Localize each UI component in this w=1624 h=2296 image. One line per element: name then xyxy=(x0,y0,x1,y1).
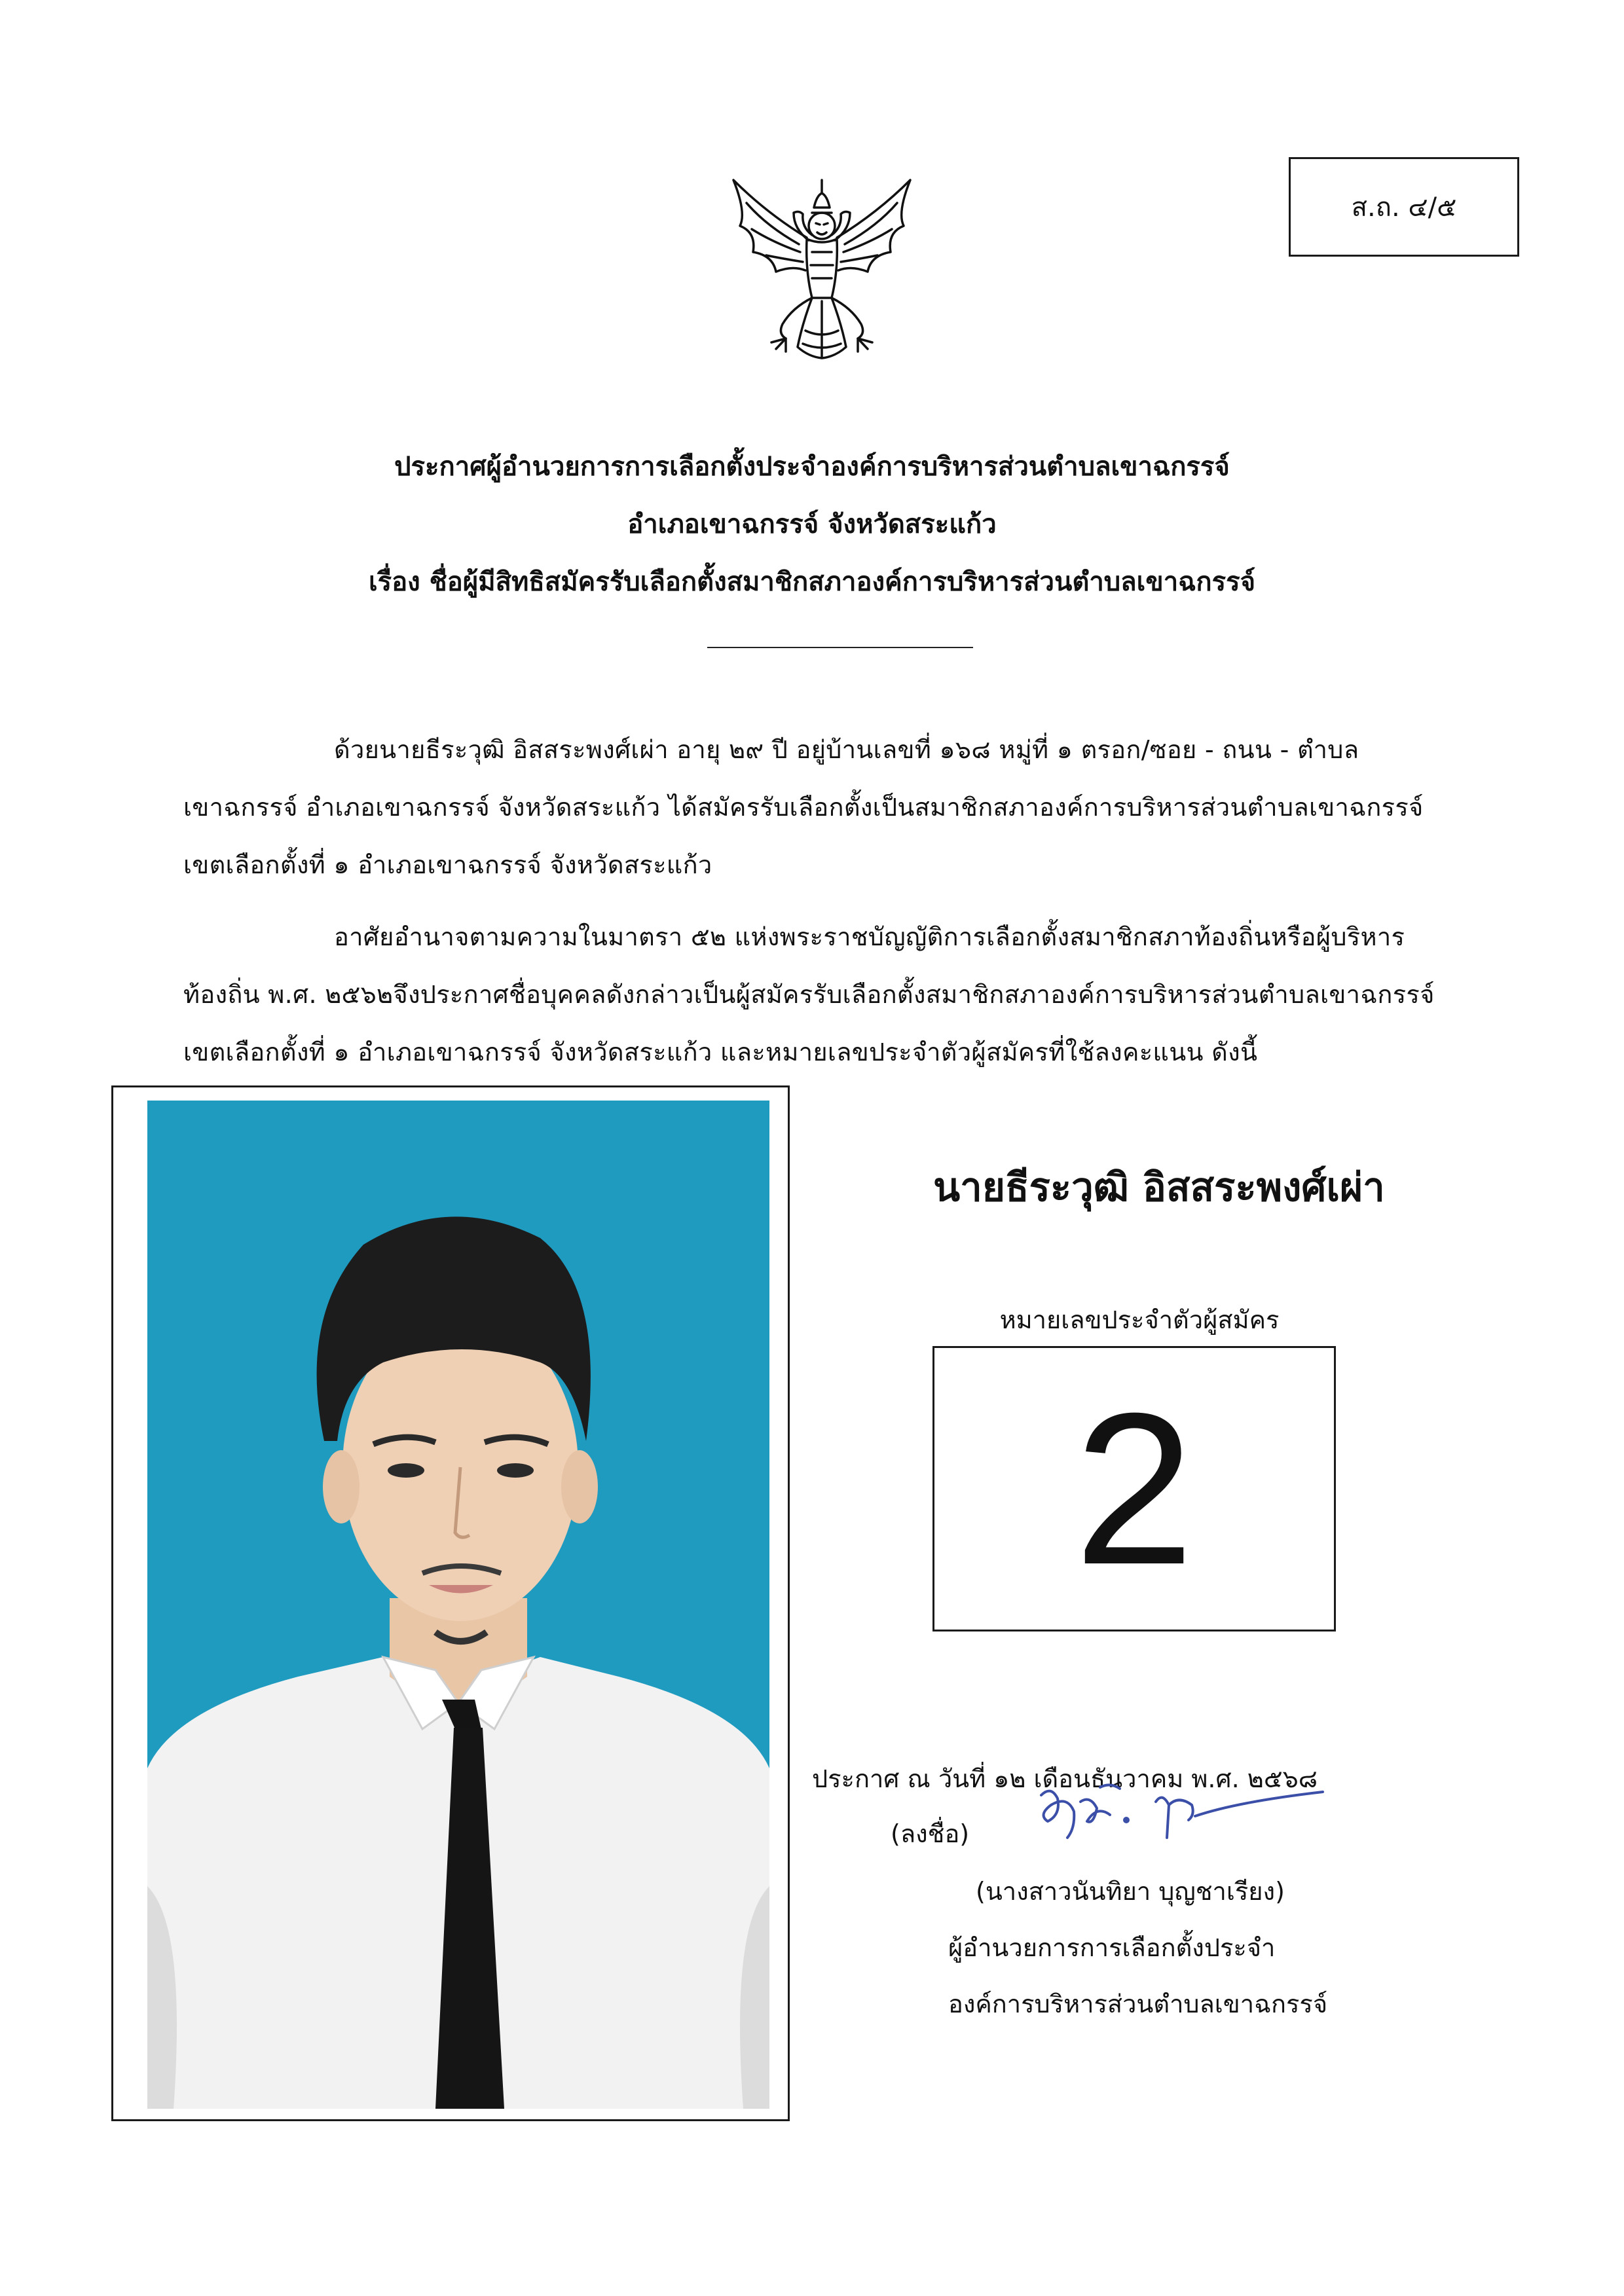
signer-name: (นางสาวนันทิยา บุญชาเรียง) xyxy=(976,1877,1285,1906)
paragraph-2-line-3: เขตเลือกตั้งที่ ๑ อำเภอเขาฉกรรจ์ จังหวัดสระแก้ว และหมายเลขประจำตัวผู้สมัครที่ใช้ลงคะแนน ดังนี้ xyxy=(183,1038,1258,1066)
form-code: ส.ถ. ๔/๕ xyxy=(1351,192,1457,223)
paragraph-1-line-3: เขตเลือกตั้งที่ ๑ อำเภอเขาฉกรรจ์ จังหวัดสระแก้ว xyxy=(183,850,712,879)
announcement-date: ประกาศ ณ วันที่ ๑๒ เดือนธันวาคม พ.ศ. ๒๕๖๘ xyxy=(812,1764,1318,1793)
candidate-name: นายธีระวุฒิ อิสสระพงศ์เผ่า xyxy=(933,1165,1385,1211)
signer-title-line-2: องค์การบริหารส่วนตำบลเขาฉกรรจ์ xyxy=(948,1990,1328,2018)
paragraph-2-line-1: อาศัยอำนาจตามความในมาตรา ๕๒ แห่งพระราชบัญญัติการเลือกตั้งสมาชิกสภาท้องถิ่นหรือผู้บริหาร xyxy=(334,922,1405,951)
garuda-emblem-icon xyxy=(720,167,923,376)
heading-divider xyxy=(707,647,973,648)
paragraph-1-line-1: ด้วยนายธีระวุฒิ อิสสระพงศ์เผ่า อายุ ๒๙ ปี อยู่บ้านเลขที่ ๑๖๘ หมู่ที่ ๑ ตรอก/ซอย - ถนน - ตำบล xyxy=(334,735,1359,764)
candidate-photo-frame xyxy=(111,1085,790,2121)
candidate-number-box xyxy=(932,1346,1336,1631)
paragraph-2-line-2: ท้องถิ่น พ.ศ. ๒๕๖๒จึงประกาศชื่อบุคคลดังกล่าวเป็นผู้สมัครรับเลือกตั้งสมาชิกสภาองค์การบริหารส่วนตำบลเขาฉกรรจ์ xyxy=(183,980,1435,1009)
heading-line-3: เรื่อง ชื่อผู้มีสิทธิสมัครรับเลือกตั้งสมาชิกสภาองค์การบริหารส่วนตำบลเขาฉกรรจ์ xyxy=(368,567,1256,597)
signer-title-line-1: ผู้อำนวยการการเลือกตั้งประจำ xyxy=(948,1933,1276,1962)
paragraph-1-line-2: เขาฉกรรจ์ อำเภอเขาฉกรรจ์ จังหวัดสระแก้ว ได้สมัครรับเลือกตั้งเป็นสมาชิกสภาองค์การบริหารส่วนตำบลเขาฉกรรจ์ xyxy=(183,793,1424,822)
heading-line-2: อำเภอเขาฉกรรจ์ จังหวัดสระแก้ว xyxy=(627,509,997,539)
form-code-box xyxy=(1289,157,1519,257)
signed-label: (ลงชื่อ) xyxy=(891,1819,970,1848)
candidate-number-label: หมายเลขประจำตัวผู้สมัคร xyxy=(999,1305,1280,1334)
candidate-photo xyxy=(147,1101,769,2109)
candidate-number: 2 xyxy=(1074,1368,1194,1609)
handwritten-signature xyxy=(1028,1776,1329,1848)
heading-line-1: ประกาศผู้อำนวยการการเลือกตั้งประจำองค์การบริหารส่วนตำบลเขาฉกรรจ์ xyxy=(394,452,1230,482)
